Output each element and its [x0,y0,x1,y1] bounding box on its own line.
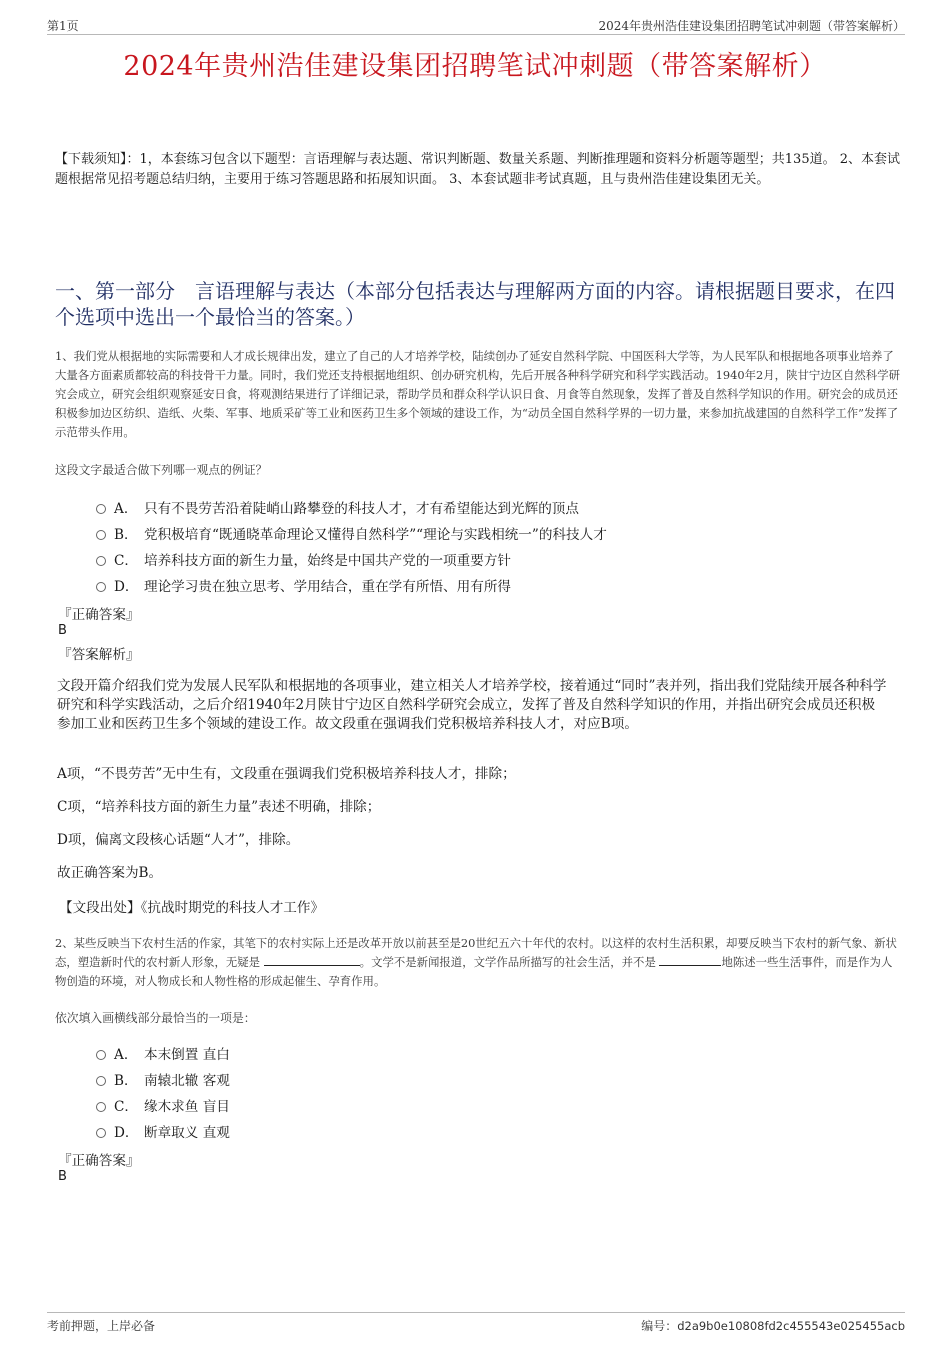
footer-code [641,1317,905,1334]
q1-answer: B [58,623,67,638]
option-text: 缘木求鱼 盲目 [144,1099,230,1115]
q1-question: 这段文字最适合做下列哪一观点的例证？ [55,463,268,477]
blank-2[interactable] [659,953,721,966]
header-doc-title: 2024年贵州浩佳建设集团招聘笔试冲刺题（带答案解析） [598,19,905,33]
option-text: 理论学习贵在独立思考、学用结合，重在学有所悟、用有所得 [144,579,512,595]
download-notice: 【下载须知】：1，本套练习包含以下题型：言语理解与表达题、常识判断题、数量关系题、判断推理题和资料分析题等题型；共135道。 2、本套试题根据常见招考题总结归纳，主要用于练习答题思路和拓展知识面。 3、本套试题非考试真题，且与贵州浩佳建设集团无关。 [55,152,900,187]
radio-icon[interactable] [96,1102,106,1112]
q1-answer-label: 『正确答案』 [58,607,140,623]
q2-answer-label: 『正确答案』 [58,1153,140,1169]
radio-icon[interactable] [96,556,106,566]
q1-option-b[interactable] [96,523,607,543]
radio-icon[interactable] [96,1076,106,1086]
q1-option-d[interactable] [96,575,511,595]
option-text: 断章取义 直观 [144,1125,230,1141]
q1-analysis-c: C项，“培养科技方面的新生力量”表述不明确，排除； [57,799,381,815]
footer-code-label: 编号： [641,1319,678,1333]
q2-option-d[interactable] [96,1121,230,1141]
q2-option-b[interactable] [96,1069,230,1089]
page-number: 第1页 [47,19,79,33]
option-letter: C． [114,1099,138,1115]
page-footer [47,1312,905,1331]
q1-option-c[interactable] [96,549,511,569]
q2-question: 依次填入画横线部分最恰当的一项是： [55,1011,256,1025]
q2-text-c: 地陈述一些生活事件，而是作为人物创造的环境，对人物成长和人物性格的形成起催生、孕育作用。 [55,955,893,988]
radio-icon[interactable] [96,530,106,540]
q1-analysis-conclusion: 故正确答案为B。 [57,865,163,881]
q2-passage [55,934,900,991]
footer-code-value: d2a9b0e10808fd2c455543e025455acb [677,1319,905,1333]
option-text: 南辕北辙 客观 [144,1073,230,1089]
q1-analysis-paragraph: 文段开篇介绍我们党为发展人民军队和根据地的各项事业，建立相关人才培养学校，接着通过“同时”表并列，指出我们党陆续开展各种科学研究和科学实践活动，之后介绍1940年2月陕甘宁边区自然科学研究会成立，发挥了普及自然科学知识的作用，并指出研究会成员还积极参加工业和医药卫生多个领域的建设工作。故文段重在强调我们党积极培养科技人才，对应B项。 [57,678,887,732]
q1-analysis-a: A项，“不畏劳苦”无中生有，文段重在强调我们党积极培养科技人才，排除； [57,766,516,782]
option-text: 只有不畏劳苦沿着陡峭山路攀登的科技人才，才有希望能达到光辉的顶点 [144,501,579,517]
option-letter: B． [114,1073,138,1089]
option-letter: A． [114,1047,138,1063]
q1-option-a[interactable] [96,497,579,517]
radio-icon[interactable] [96,1128,106,1138]
radio-icon[interactable] [96,504,106,514]
option-letter: A． [114,501,138,517]
radio-icon[interactable] [96,582,106,592]
q1-analysis-label: 『答案解析』 [58,647,140,663]
option-text: 本末倒置 直白 [144,1047,230,1063]
option-letter: D． [114,579,139,595]
radio-icon[interactable] [96,1050,106,1060]
q2-text-a: 2、某些反映当下农村生活的作家，其笔下的农村实际上还是改革开放以前甚至是20世纪五六十年代的农村。以这样的农村生活积累，却要反映当下农村的新气象、新状态，塑造新时代的农村新人形象，无疑是 [55,936,897,969]
option-letter: D． [114,1125,139,1141]
q2-answer: B [58,1169,67,1184]
option-letter: C． [114,553,138,569]
section-heading: 一、第一部分 言语理解与表达（本部分包括表达与理解两方面的内容。请根据题目要求，在四个选项中选出一个最恰当的答案。） [55,279,895,329]
footer-slogan: 考前押题，上岸必备 [47,1319,156,1333]
q2-text-b: 。文学不是新闻报道，文学作品所描写的社会生活，并不是 [359,955,656,969]
page-header [47,14,905,35]
q1-passage: 1、我们党从根据地的实际需要和人才成长规律出发，建立了自己的人才培养学校，陆续创办了延安自然科学院、中国医科大学等，为人民军队和根据地各项事业培养了大量各方面素质都较高的科技骨干力量。同时，我们党还支持根据地组织、创办研究机构，先后开展各种科学研究和科学实践活动。1940年2月，陕甘宁边区自然科学研究会成立，研究会组织观察延安日食，将观测结果进行了详细记录，帮助学员和群众科学认识日食、月食等自然现象，发挥了普及自然科学知识的作用。研究会的成员还积极参加边区纺织、造纸、火柴、军事、地质采矿等工业和医药卫生多个领域的建设工作，为“动员全国自然科学界的一切力量，来参加抗战建国的自然科学工作”发挥了示范带头作用。 [55,349,900,439]
q2-option-c[interactable] [96,1095,230,1115]
q1-analysis-d: D项，偏离文段核心话题“人才”，排除。 [57,832,300,848]
q2-option-a[interactable] [96,1043,230,1063]
option-text: 培养科技方面的新生力量，始终是中国共产党的一项重要方针 [144,553,512,569]
option-text: 党积极培育“既通晓革命理论又懂得自然科学”“理论与实践相统一”的科技人才 [144,527,607,543]
blank-1[interactable] [264,953,360,966]
q1-source: 【文段出处】《抗战时期党的科技人才工作》 [59,900,325,916]
option-letter: B． [114,527,138,543]
document-title: 2024年贵州浩佳建设集团招聘笔试冲刺题（带答案解析） [123,51,827,82]
